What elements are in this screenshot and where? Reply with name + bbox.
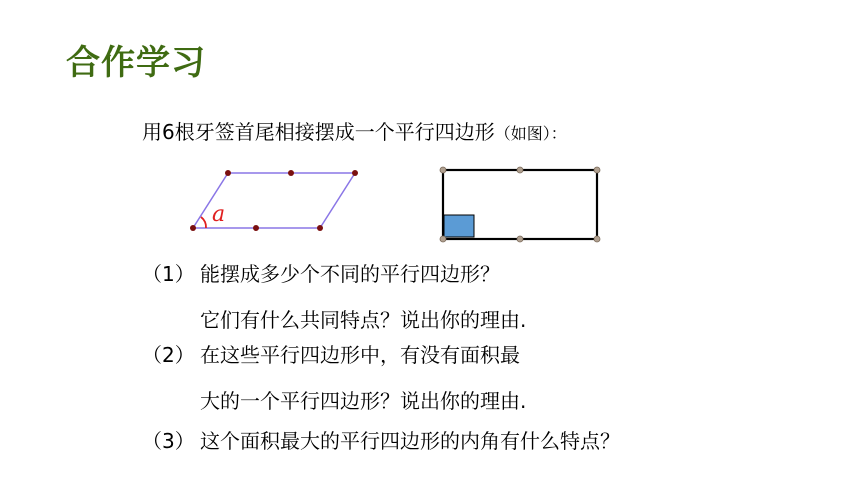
right-angle-square <box>444 215 474 237</box>
intro-note: （如图）： <box>494 124 567 143</box>
vertex-dot <box>440 167 446 173</box>
midpoint-dot <box>253 225 259 231</box>
question-3-line-1 <box>142 431 620 451</box>
question-2-line-1 <box>142 345 520 365</box>
vertex-dot <box>352 170 358 176</box>
question-number: （3） <box>142 429 195 453</box>
angle-arc <box>201 217 206 228</box>
question-number: （1） <box>142 262 195 286</box>
intro-main: 用6根牙签首尾相接摆成一个平行四边形 <box>142 120 495 144</box>
rectangle-figure <box>440 167 600 242</box>
vertex-dot <box>594 236 600 242</box>
question-1-line-2: 它们有什么共同特点？说出你的理由. <box>200 308 527 332</box>
question-number: （2） <box>142 343 195 367</box>
midpoint-dot <box>288 170 294 176</box>
question-text: 能摆成多少个不同的平行四边形？ <box>200 262 500 286</box>
midpoint-dot <box>517 167 523 173</box>
vertex-dot <box>594 167 600 173</box>
vertex-dot <box>190 225 196 231</box>
angle-label: a <box>212 202 226 227</box>
slide-title: 合作学习 <box>66 43 206 83</box>
vertex-dot <box>317 225 323 231</box>
parallelogram-figure <box>190 170 358 231</box>
question-2-line-2: 大的一个平行四边形？说出你的理由. <box>200 389 527 413</box>
vertex-dot <box>440 236 446 242</box>
question-text: 这个面积最大的平行四边形的内角有什么特点？ <box>200 429 620 453</box>
vertex-dot <box>225 170 231 176</box>
midpoint-dot <box>517 236 523 242</box>
question-1-line-1 <box>142 264 500 284</box>
question-text: 在这些平行四边形中，有没有面积最 <box>200 343 520 367</box>
